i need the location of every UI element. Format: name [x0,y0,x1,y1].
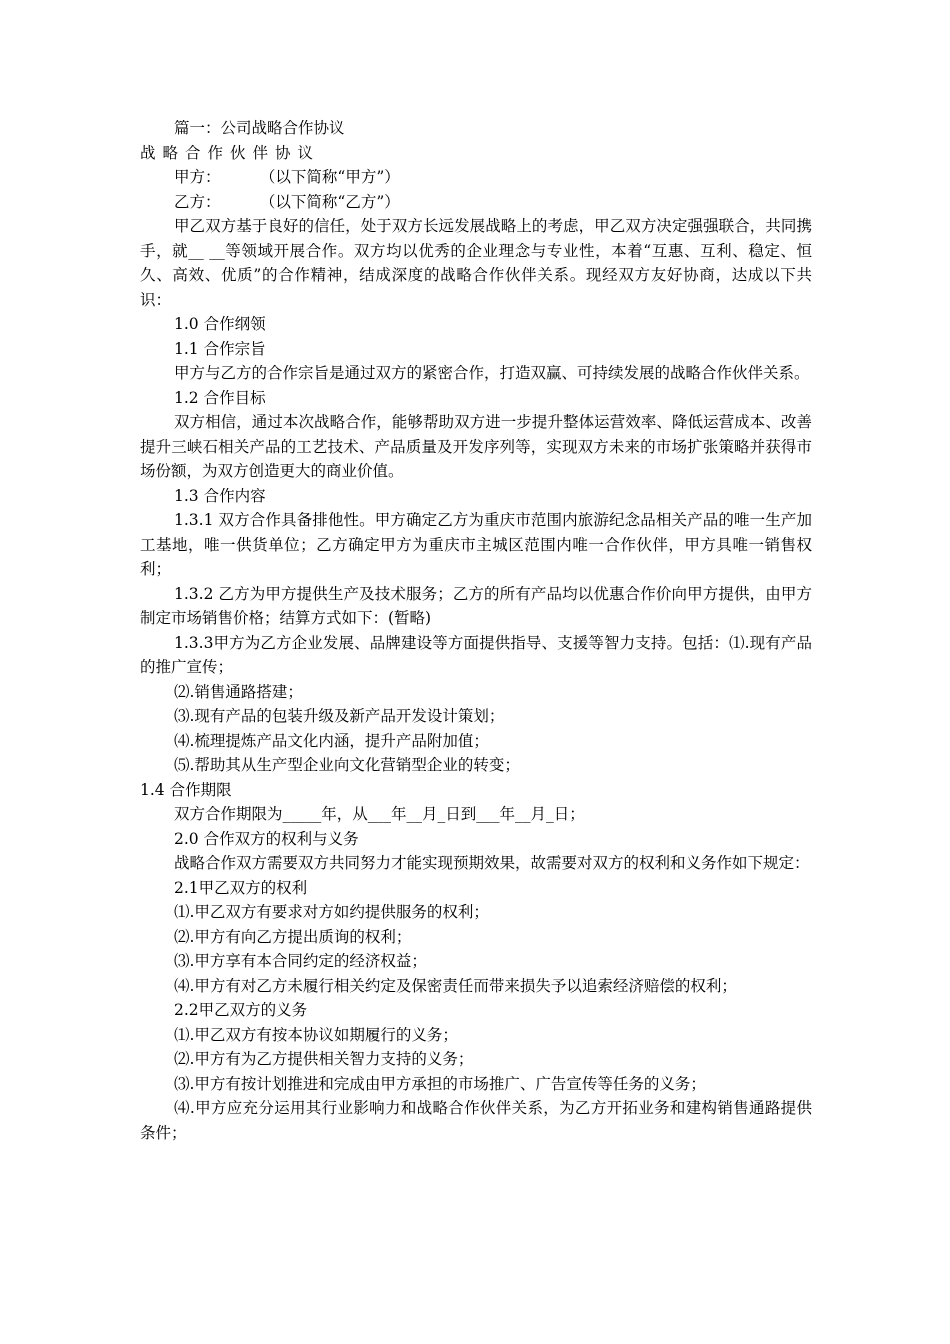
list-item: ⑴.甲乙双方有要求对方如约提供服务的权利； [174,903,489,921]
section-heading: 篇一：公司战略合作协议 [174,119,345,137]
clause-heading: 1.2 合作目标 [174,388,266,407]
list-item: ⑶.现有产品的包装升级及新产品开发设计策划； [174,707,505,725]
list-item: ⑴.甲乙双方有按本协议如期履行的义务； [174,1025,458,1044]
clause-heading: 2.0 合作双方的权利与义务 [174,829,359,848]
document-page [140,116,812,1145]
clause-heading: 2.2甲乙双方的义务 [174,1001,308,1019]
list-item: ⑵.甲方有向乙方提出质询的权利； [174,927,412,946]
list-item: ⑷.甲方应充分运用其行业影响力和战略合作伙伴关系，为乙方开拓业务和建构销售通路提供条件； [140,1099,812,1142]
clause-heading: 1.4 合作期限 [140,780,232,799]
list-item: ⑶.甲方享有本合同约定的经济权益； [174,952,427,970]
clause-paragraph: 战略合作双方需要双方共同努力才能实现预期效果，故需要对双方的权利和义务作如下规定： [174,854,810,872]
clause-paragraph: 1.3.2 乙方为甲方提供生产及技术服务；乙方的所有产品均以优惠合作价向甲方提供，由甲方制定市场销售价格；结算方式如下：(暂略) [140,584,812,627]
clause-heading: 1.0 合作纲领 [174,315,266,333]
clause-paragraph: 甲方与乙方的合作宗旨是通过双方的紧密合作，打造双赢、可持续发展的战略合作伙伴关系。 [174,364,810,382]
clause-paragraph: 1.3.1 双方合作具备排他性。甲方确定乙方为重庆市范围内旅游纪念品相关产品的唯一生产加工基地，唯一供货单位；乙方确定甲方为重庆市主城区范围内唯一合作伙伴，甲方具唯一销售权利； [140,511,812,578]
list-item: ⑸.帮助其从生产型企业向文化营销型企业的转变； [174,756,520,774]
clause-paragraph: 1.3.3甲方为乙方企业发展、品牌建设等方面提供指导、支援等智力支持。包括：⑴.现有产品的推广宣传； [140,633,812,676]
clause-heading: 1.1 合作宗旨 [174,339,266,358]
list-item: ⑷.梳理提炼产品文化内涵，提升产品附加值； [174,731,489,750]
clause-heading: 2.1甲乙双方的权利 [174,878,308,897]
party-b-line: 乙方： （以下简称“乙方”） [174,192,400,211]
clause-heading: 1.3 合作内容 [174,486,266,505]
clause-paragraph: 双方相信，通过本次战略合作，能够帮助双方进一步提升整体运营效率、降低运营成本、改善提升三峡石相关产品的工艺技术、产品质量及开发序列等，实现双方未来的市场扩张策略并获得市场份额，为双方创造更大的商业价值。 [140,413,812,480]
list-item: ⑶.甲方有按计划推进和完成由甲方承担的市场推广、广告宣传等任务的义务； [174,1074,706,1093]
party-a-line: 甲方： （以下简称“甲方”） [174,168,400,186]
list-item: ⑷.甲方有对乙方未履行相关约定及保密责任而带来损失予以追索经济赔偿的权利； [174,976,737,995]
list-item: ⑵.销售通路搭建； [174,682,303,701]
agreement-title: 战略合作伙伴协议 [140,143,321,162]
list-item: ⑵.甲方有为乙方提供相关智力支持的义务； [174,1050,474,1068]
preamble-paragraph: 甲乙双方基于良好的信任，处于双方长远发展战略上的考虑，甲乙双方决定强强联合，共同携手，就__ __等领域开展合作。双方均以优秀的企业理念与专业性，本着“互惠、互利、稳定、恒久、高效、优质”的合作精神，结成深度的战略合作伙伴关系。现经双方友好协商，达成以下共识： [140,217,812,309]
term-line: 双方合作期限为_____年，从___年__月_日到___年__月_日； [174,805,585,823]
